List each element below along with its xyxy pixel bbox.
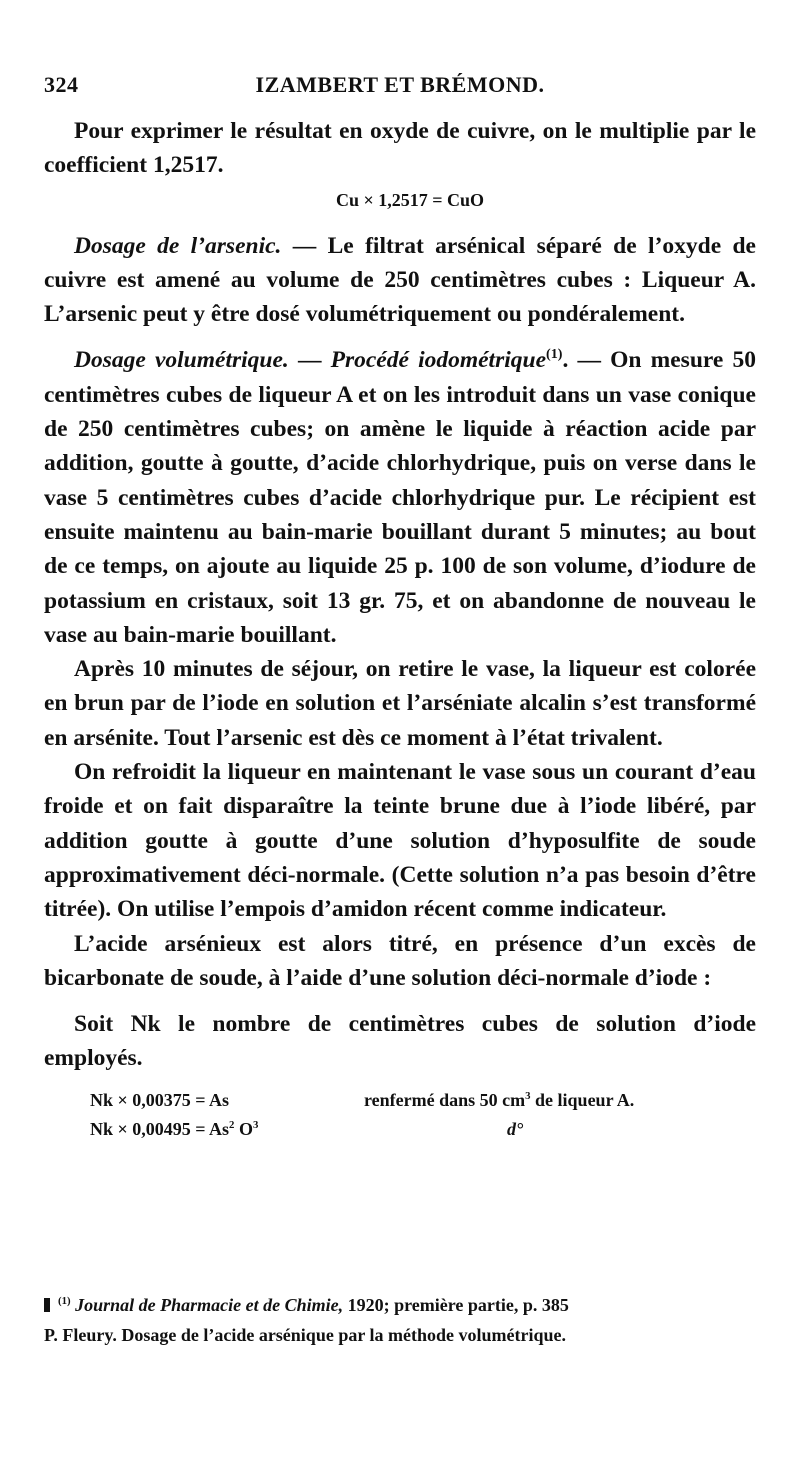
paragraph-dosage-volumetrique [44, 343, 756, 652]
page-body [44, 114, 756, 1144]
footnote [44, 1290, 756, 1350]
equation-text: Nk × 0,00495 = As [90, 1118, 230, 1139]
section-lead-arsenic: Dosage de l’arsenic. [74, 232, 282, 259]
equation-cuo: Cu × 1,2517 = CuO [335, 189, 485, 210]
dash: — [288, 347, 331, 374]
footnote-text: 1920; première partie, p. 385 [343, 1295, 569, 1315]
superscript: 3 [252, 1118, 259, 1131]
equation-block-arsenic [44, 1086, 756, 1144]
paragraph-result-cuo: Pour exprimer le résultat en oxyde de cuivre, on le multiplie par le coefficient 1,2517. [44, 118, 756, 179]
paragraph-dosage-arsenic [44, 229, 756, 332]
paragraph-text: . — On mesure 50 centimètres cubes de liqueur A et on les introduit dans un vase conique de 250 centimètres cubes; on amène le liquide à réaction acide par addition, goutte à goutte, d’acide chlorhydrique, puis on verse dans le vase 5 centimètres cubes d’acide chlorhydrique pur. Le récipient est ensuite maintenu au bain-marie bouillant durant 5 minutes; au bout de ce temps, on ajoute au liquide 25 p. 100 de son volume, d’iodure de potassium en cristaux, soit 13 gr. 75, et on abandonne de nouveau le vase au bain-marie bouillant. [44, 347, 756, 648]
superscript: 2 [229, 1118, 235, 1131]
footnote-journal: Journal de Pharmacie et de Chimie, [75, 1295, 344, 1315]
equation-as2o3 [90, 1115, 258, 1144]
equation-note [364, 1086, 634, 1115]
equation-text: O [234, 1118, 253, 1139]
section-lead-volumetrique: Dosage volumétrique. [74, 347, 289, 374]
paragraph-refroidit: On refroidit la liqueur en maintenant le vase sous un courant d’eau froide et on fait disparaître la teinte brune due à l’iode libéré, par addition goutte à goutte d’une solution d’hyposulfite de soude approximativement déci-normale. (Cette solution n’a pas besoin d’être titrée). On utilise l’empois d’amidon récent comme indicateur. [44, 759, 756, 923]
equation-note-text: de liqueur A. [530, 1089, 635, 1110]
equation-note-text: renfermé dans 50 cm [364, 1089, 526, 1110]
footnote-mark: (1) [58, 1295, 71, 1307]
paragraph-acide-arsenieux: L’acide arsénieux est alors titré, en présence d’un excès de bicarbonate de soude, à l’aide d’une solution déci-normale d’iode : [44, 930, 756, 991]
page-number: 324 [44, 72, 79, 97]
page-header [44, 72, 756, 104]
equation-row [44, 1086, 756, 1115]
ditto-mark: d° [507, 1118, 524, 1139]
print-mark-icon [44, 1298, 50, 1312]
section-lead-iodometrique: Procédé iodométrique [330, 347, 547, 374]
footnote-line-1 [44, 1290, 756, 1320]
running-title: IZAMBERT ET BRÉMOND. [255, 72, 545, 97]
equation-as: Nk × 0,00375 = As [90, 1089, 230, 1110]
footnote-line-2: P. Fleury. Dosage de l’acide arsénique par la méthode volumétrique. [44, 1325, 566, 1345]
paragraph-text: — Le filtrat arsénical séparé de l’oxyde de cuivre est amené au volume de 250 centimètres cubes : Liqueur A. L’arsenic peut y être dosé volumétriquement ou pondéralement. [44, 232, 756, 328]
equation-row [44, 1115, 756, 1144]
paragraph-apres-10-minutes: Après 10 minutes de séjour, on retire le vase, la liqueur est colorée en brun par de l’iode en solution et l’arséniate alcalin s’est transformé en arsénite. Tout l’arsenic est dès ce moment à l’état trivalent. [44, 656, 756, 751]
footnote-ref[interactable]: (1) [546, 346, 563, 363]
superscript: 3 [525, 1089, 531, 1102]
paragraph-soit-nk: Soit Nk le nombre de centimètres cubes de solution d’iode employés. [44, 1011, 756, 1072]
